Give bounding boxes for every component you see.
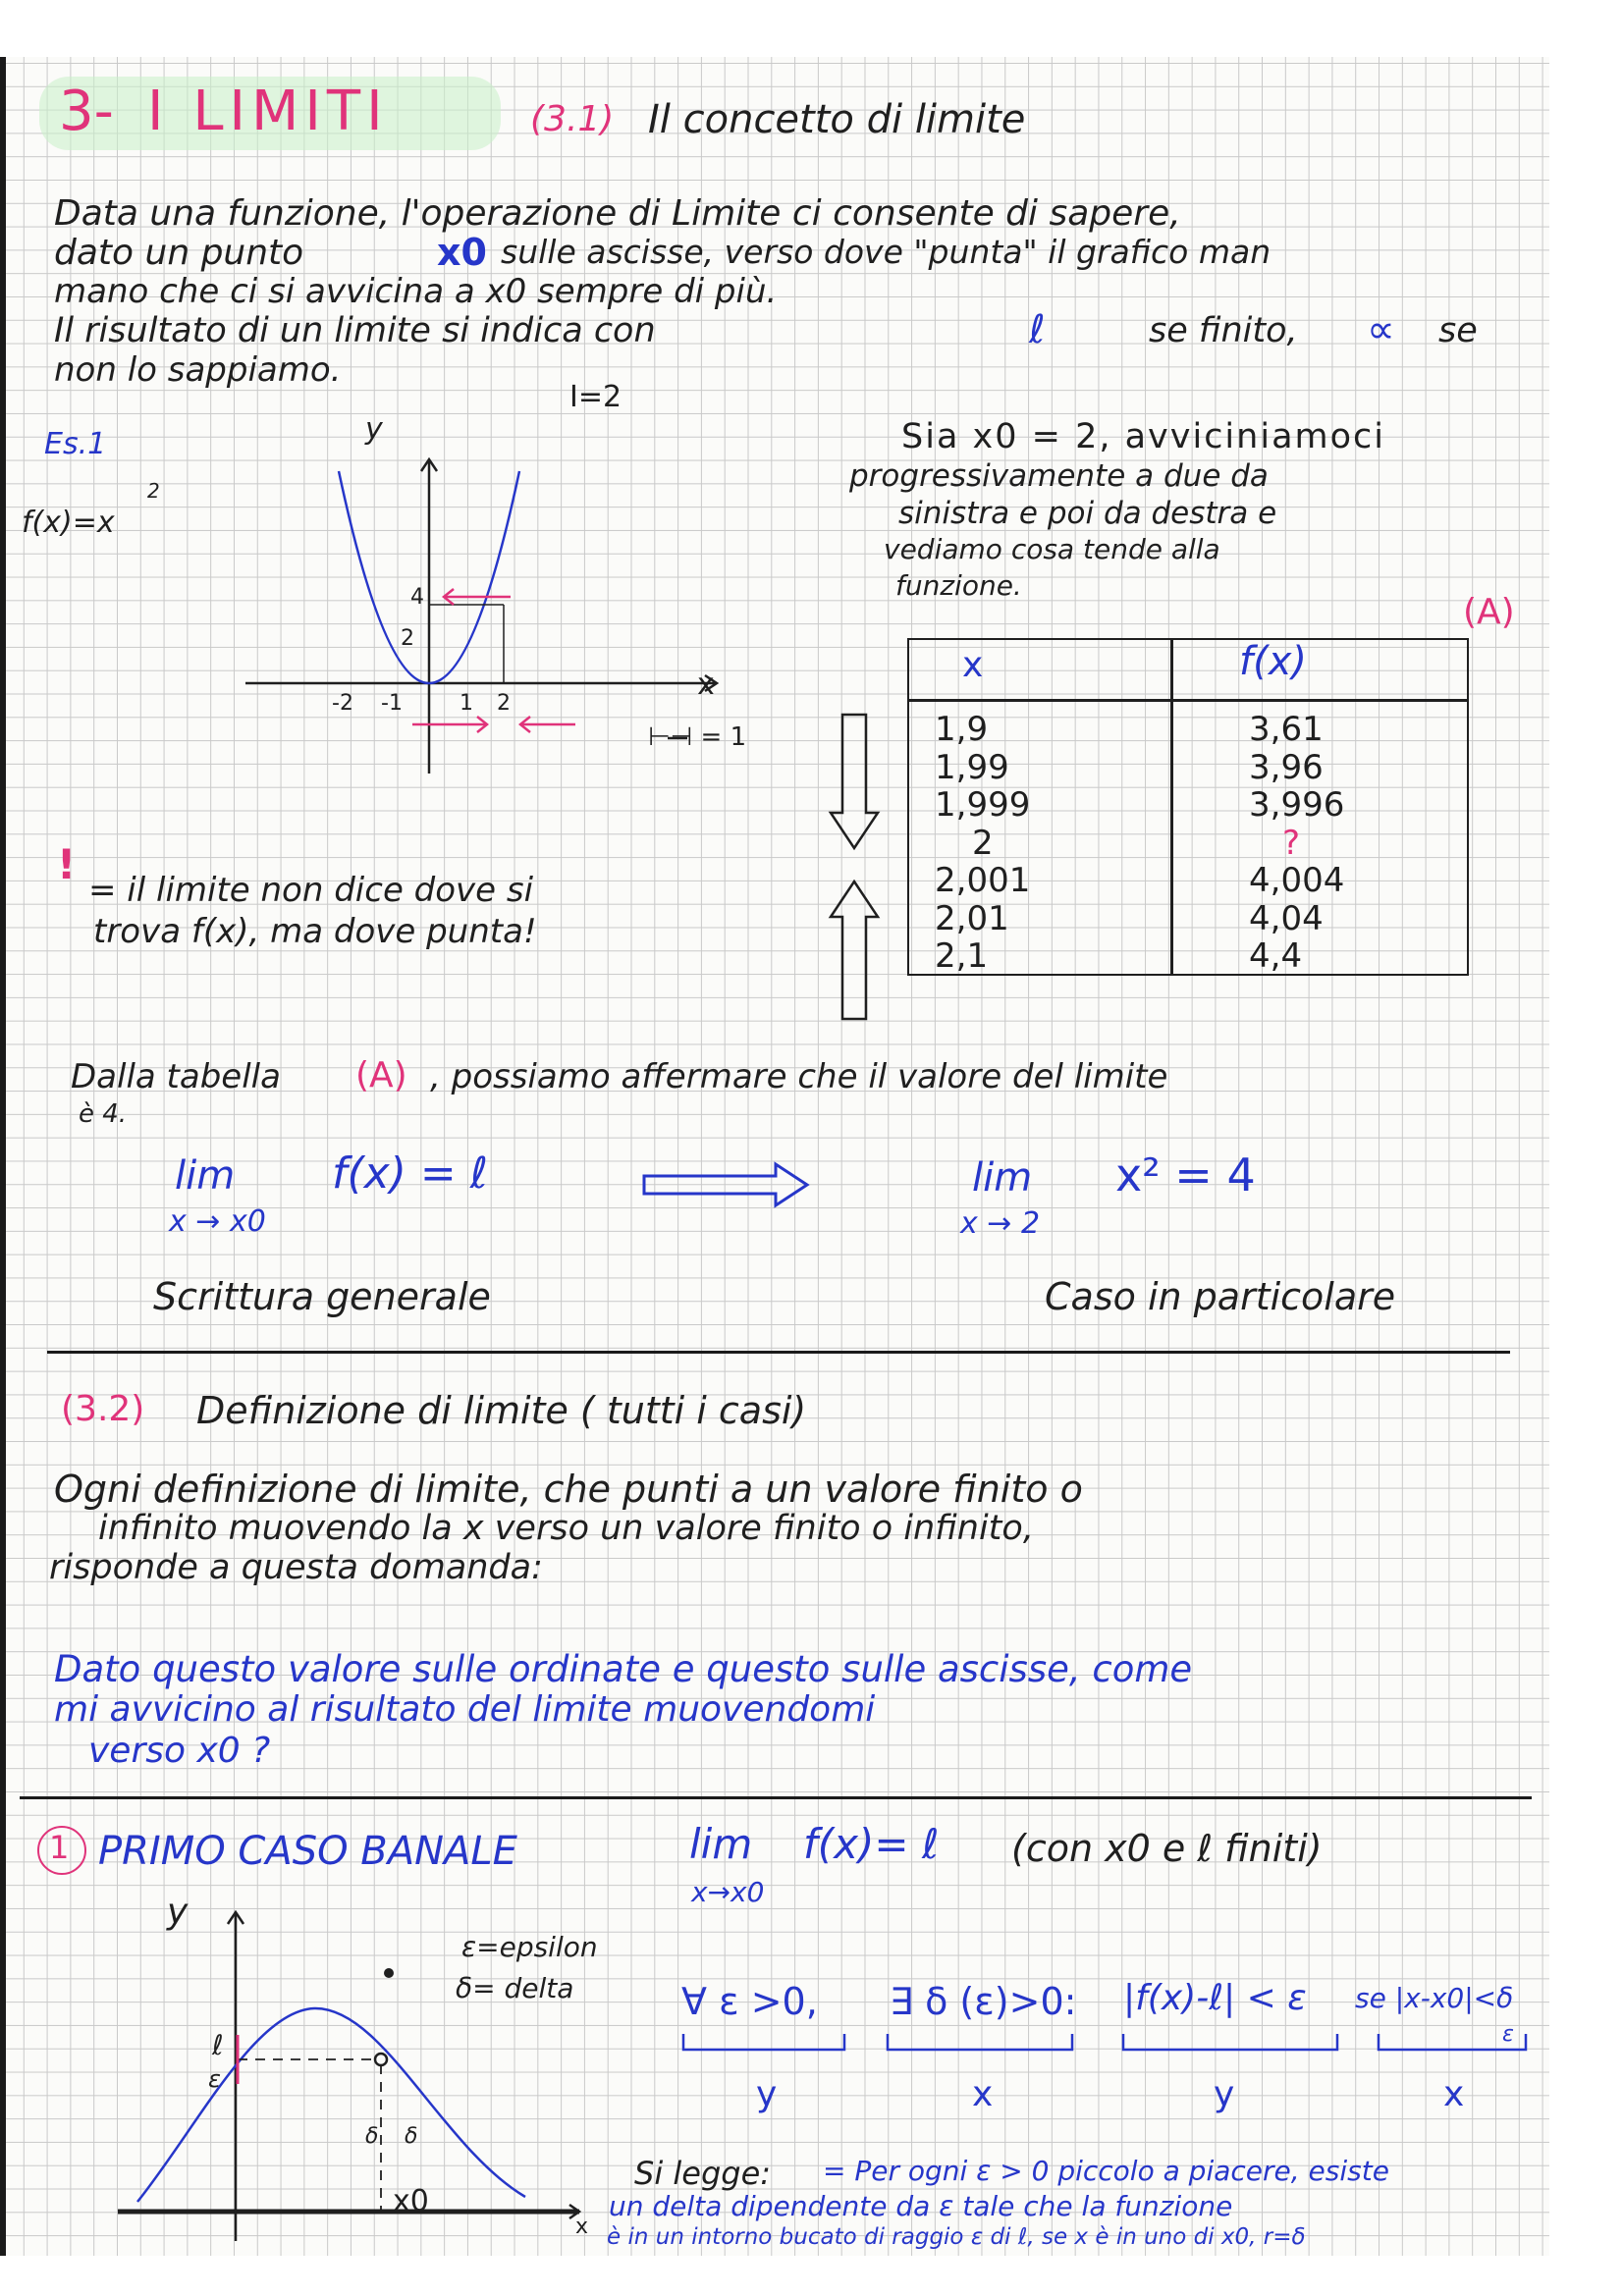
brace-4 [1379,2034,1526,2050]
intro-l-symbol: ℓ [1029,307,1046,352]
subsection-number: (3.1) [530,99,615,139]
case-under: x→x0 [691,1876,765,1908]
brace-1 [683,2034,844,2050]
table-column-divider [1170,638,1173,974]
table-cell-fx: 4,04 [1249,898,1324,938]
brace-label: x [972,2074,994,2114]
notebook-page [0,57,1549,2256]
point-on-curve [375,2054,387,2065]
table-cell-fx: 4,004 [1249,861,1345,900]
table-header-fx: f(x) [1239,639,1307,684]
section2-title: Definizione di limite ( tutti i casi) [196,1389,807,1432]
delta-definition: δ= delta [456,1972,574,2004]
example-exponent: 2 [147,479,160,503]
parabola-tick-y4: 4 [410,585,424,610]
page-title: I LIMITI [147,80,389,143]
intro-line-4: Il risultato di un limite si indica con [54,311,656,350]
def-part-2: ∃ δ (ε)>0: [890,1980,1077,2023]
interval-label: I=2 [569,380,622,414]
brace-label: y [1214,2074,1235,2114]
note-line-1: = il limite non dice dove si [88,871,534,910]
intro-se: se [1438,311,1478,350]
question-line-1: Dato questo valore sulle ordinate e questo sulle ascisse, come [54,1648,1193,1690]
intro-line-2-rest: sulle ascisse, verso dove "punta" il grafico man [501,233,1271,271]
parabola-graph [226,410,736,783]
particular-under: x → 2 [960,1206,1041,1241]
brace-label: x [1443,2074,1465,2114]
table-label: (A) [1463,592,1515,632]
case-number: 1 [49,1829,70,1866]
conclusion-line-2: è 4. [79,1099,128,1129]
conclusion-ref: (A) [355,1055,407,1095]
case-l-label: ℓ [212,2029,224,2061]
table-cell-fx: ? [1282,823,1301,863]
table-header-divider [907,699,1467,702]
table-cell-fx: 3,96 [1249,747,1324,787]
table-cell-fx: 3,61 [1249,710,1324,749]
particular-lim: lim [972,1155,1033,1201]
case-axis-y: y [167,1892,189,1932]
parabola-tick-y2: 2 [401,626,414,651]
implication-arrow [638,1160,815,1209]
explanation-line-4: vediamo cosa tende alla [884,533,1220,565]
brace-3 [1123,2034,1337,2050]
section-divider-2 [20,1796,1532,1799]
case-axis-x: x [575,2215,589,2239]
general-caption: Scrittura generale [153,1275,491,1318]
table-cell-x: 2,001 [935,861,1031,900]
table-cell-x: 2,1 [935,936,989,976]
page-binding-edge [0,57,6,2256]
intro-line-3: mano che ci si avvicina a x0 sempre di più. [54,272,778,311]
unit-label: ⊢⊣ = 1 [648,722,747,752]
parabola-tick-x2: 2 [497,691,511,716]
epsilon-definition: ε=epsilon [461,1931,598,1963]
table-cell-x: 1,99 [935,747,1009,787]
parabola-tick-x1: 1 [460,691,473,716]
question-line-3: verso x0 ? [88,1731,271,1771]
case-title: PRIMO CASO BANALE [98,1829,517,1874]
reading-line-1: = Per ogni ε > 0 piccolo a piacere, esiste [823,2155,1389,2187]
definition-line-2: infinito muovendo la x verso un valore finito o infinito, [98,1509,1034,1548]
definition-line-3: risponde a questa domanda: [49,1548,543,1587]
table-header-x: x [962,645,984,685]
example-label: Es.1 [44,427,107,461]
definition-line-1: Ogni definizione di limite, che punti a un valore finito o [54,1468,1083,1511]
section2-number: (3.2) [61,1389,145,1429]
reading-line-3: è in un intorno bucato di raggio ε di ℓ, se x è in uno di x0, r=δ [607,2224,1306,2250]
question-line-2: mi avvicino al risultato del limite muovendomi [54,1689,876,1730]
intro-infinity-symbol: ∝ [1367,307,1395,352]
def-part-4: se |x-x0|<δ [1355,1982,1514,2014]
particular-caption: Caso in particolare [1045,1275,1396,1318]
particular-expr: x² = 4 [1115,1148,1256,1201]
table-cell-x: 2,01 [935,898,1009,938]
conclusion-line-1b: , possiamo affermare che il valore del limite [430,1057,1168,1096]
table-cell-fx: 4,4 [1249,936,1303,976]
case-lim: lim [689,1820,753,1868]
general-lim: lim [175,1153,236,1199]
parabola-axis-y: y [365,412,383,447]
case-e-label: ε [208,2065,221,2093]
section-number: 3- [59,80,114,143]
isolated-point [384,1968,394,1978]
epsilon-delta-graph [118,1902,609,2256]
up-arrow [831,881,878,1019]
intro-finite: se finito, [1149,311,1298,350]
conclusion-line-1a: Dalla tabella [71,1057,281,1096]
parabola-axis-x: x [697,667,715,702]
note-line-2: trova f(x), ma dove punta! [93,912,537,951]
explanation-line-3: sinistra e poi da destra e [898,496,1277,531]
parabola-tick-xm2: -2 [332,691,353,716]
down-arrow [831,715,878,848]
table-cell-x: 2 [972,823,994,863]
table-cell-x: 1,9 [935,710,989,749]
reading-line-2: un delta dipendente da ε tale che la funzione [609,2190,1233,2222]
def-part-1: ∀ ε >0, [681,1980,818,2023]
general-under: x → x0 [169,1204,266,1239]
definition-braces [677,2030,1542,2069]
table-cell-fx: 3,996 [1249,785,1345,825]
example-function: f(x)=x [22,506,115,540]
note-marker: ! [57,840,77,888]
intro-line-5: non lo sappiamo. [54,350,342,390]
subsection-title: Il concetto di limite [648,97,1026,142]
reading-label: Si legge: [634,2155,772,2192]
intro-x0: x0 [437,231,487,274]
explanation-line-2: progressivamente a due da [849,458,1269,494]
parabola-tick-xm1: -1 [381,691,403,716]
intro-line-1: Data una funzione, l'operazione di Limite ci consente di sapere, [54,193,1181,234]
explanation-line-1: Sia x0 = 2, avviciniamoci [901,417,1385,456]
brace-2 [888,2034,1072,2050]
table-cell-x: 1,999 [935,785,1031,825]
def-subscript: ε [1502,2022,1514,2047]
double-arrow-shape [644,1164,807,1205]
explanation-line-5: funzione. [895,569,1022,602]
case-delta-label-2: δ [405,2124,418,2149]
bell-curve [137,2008,525,2202]
case-x0-label: x0 [393,2184,429,2218]
table-arrows [825,695,884,1029]
intro-line-2: dato un punto [54,233,304,273]
case-expr: f(x)= ℓ [803,1820,940,1868]
section-divider-1 [47,1351,1510,1354]
case-delta-label-1: δ [365,2124,379,2149]
brace-label: y [756,2074,778,2114]
case-condition: (con x0 e ℓ finiti) [1011,1827,1323,1870]
def-part-3: |f(x)-ℓ| < ε [1123,1978,1307,2018]
general-expr: f(x) = ℓ [332,1148,488,1199]
